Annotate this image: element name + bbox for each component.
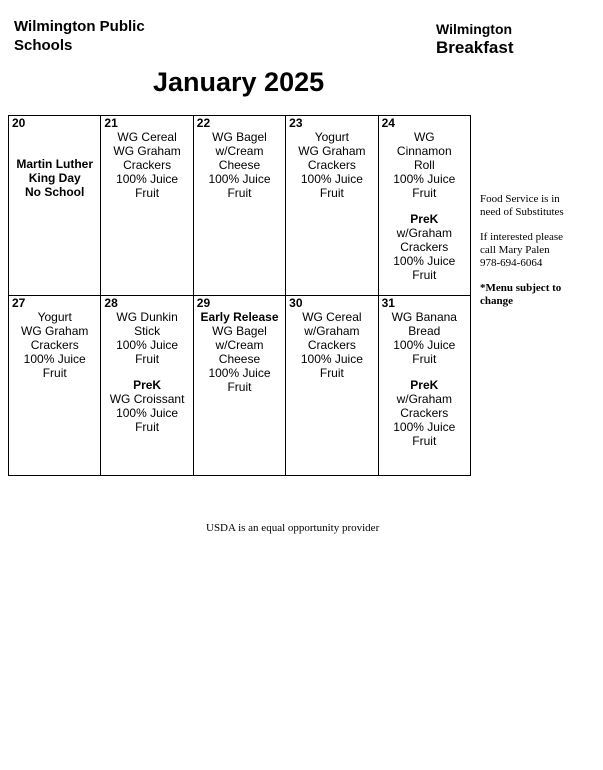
day-number: 23 [289,116,303,130]
substitutes-note-line2: need of Substitutes [480,206,564,218]
menu-item: Bread [408,324,441,338]
menu-item: WG [413,130,435,144]
menu-item: Fruit [319,366,344,380]
menu-item: WG Graham [113,144,181,158]
day-note: Early Release [200,310,279,324]
menu-item: Cheese [218,158,261,172]
calendar-day-cell [101,116,193,296]
menu-item: 100% Juice [208,366,271,380]
calendar-day-cell [101,296,193,476]
prek-label: PreK [133,378,162,392]
prek-menu-item: Fruit [412,434,437,448]
menu-item: King Day [28,171,81,185]
menu-disclaimer [480,282,598,308]
prek-menu-item: 100% Juice [393,254,456,268]
spacer [379,366,470,378]
calendar-day-cell [9,296,101,476]
menu-item: w/Cream [215,338,264,352]
menu-item: Fruit [135,186,160,200]
calendar-day-cell [286,116,378,296]
menu-item: Fruit [412,186,437,200]
sidebar-notes [480,193,598,320]
menu-item: 100% Juice [300,172,363,186]
menu-item: Crackers [307,338,356,352]
menu-item: 100% Juice [300,352,363,366]
menu-disclaimer-line1: *Menu subject to [480,282,562,294]
menu-item: No School [25,185,85,199]
prek-menu-item: Fruit [412,268,437,282]
calendar-week-row [9,296,471,476]
prek-menu-item: Crackers [400,240,449,254]
contact-note [480,231,598,270]
calendar-day-cell [9,116,101,296]
menu-item: Martin Luther [16,157,94,171]
substitutes-note [480,193,598,219]
menu-item: Yogurt [314,130,349,144]
menu-item: WG Graham [298,144,366,158]
spacer [379,200,470,212]
menu-item: Fruit [227,186,252,200]
contact-note-line1: If interested please [480,231,564,243]
menu-item: Fruit [135,352,160,366]
menu-item: w/Cream [215,144,264,158]
calendar-day-cell [193,116,285,296]
menu-item: Roll [413,158,435,172]
prek-menu-item: w/Graham [396,392,452,406]
menu-item: Stick [134,324,161,338]
prek-label: PreK [410,212,439,226]
contact-note-line2: call Mary Palen [480,244,550,256]
menu-item: WG Dunkin [116,310,178,324]
month-title: January 2025 [153,67,325,97]
menu-item: Fruit [42,366,67,380]
meal-heading-line1: Wilmington [436,21,513,37]
menu-item: WG Graham [21,324,89,338]
prek-label: PreK [410,378,439,392]
menu-item: WG Bagel [212,324,267,338]
prek-menu-item: 100% Juice [393,420,456,434]
calendar-day-cell [286,296,378,476]
menu-item: WG Bagel [212,130,267,144]
calendar-day-cell [378,116,470,296]
menu-item: w/Graham [304,324,360,338]
menu-disclaimer-line2: change [480,295,513,307]
district-name [14,17,145,55]
menu-item: Cheese [218,352,261,366]
calendar-day-cell [193,296,285,476]
menu-item: 100% Juice [393,172,456,186]
calendar-day-cell [378,296,470,476]
menu-item: Fruit [319,186,344,200]
menu-item: WG Cereal [302,310,362,324]
prek-menu-item: WG Croissant [109,392,185,406]
day-number: 31 [381,296,395,310]
menu-item: Crackers [30,338,79,352]
usda-statement: USDA is an equal opportunity provider [206,522,380,534]
menu-item: Fruit [227,380,252,394]
menu-item: 100% Juice [208,172,271,186]
menu-item: 100% Juice [23,352,86,366]
menu-item: Crackers [123,158,172,172]
menu-item: WG Banana [391,310,457,324]
day-number: 27 [12,296,26,310]
day-number: 29 [196,296,211,310]
menu-item: Crackers [307,158,356,172]
spacer [101,366,192,378]
menu-item: Cinnamon [396,144,452,158]
meal-heading-line2: Breakfast [436,38,514,57]
menu-item: 100% Juice [116,172,179,186]
day-number: 20 [12,116,26,130]
meal-heading [436,21,514,58]
menu-item: WG Cereal [117,130,177,144]
district-name-line2: Schools [14,37,73,54]
contact-phone: 978-694-6064 [480,257,543,269]
menu-item: 100% Juice [393,338,456,352]
day-number: 30 [289,296,303,310]
district-name-line1: Wilmington Public [14,18,145,35]
day-number: 21 [104,116,118,130]
prek-menu-item: w/Graham [396,226,452,240]
calendar-week-row [9,116,471,296]
menu-calendar-grid [8,115,471,476]
prek-menu-item: Fruit [135,420,160,434]
day-number: 24 [381,116,395,130]
menu-item: Yogurt [37,310,72,324]
substitutes-note-line1: Food Service is in [480,193,560,205]
day-number: 22 [196,116,211,130]
prek-menu-item: 100% Juice [116,406,179,420]
spacer [9,130,100,157]
day-number: 28 [104,296,118,310]
prek-menu-item: Crackers [400,406,449,420]
menu-item: 100% Juice [116,338,179,352]
menu-item: Fruit [412,352,437,366]
